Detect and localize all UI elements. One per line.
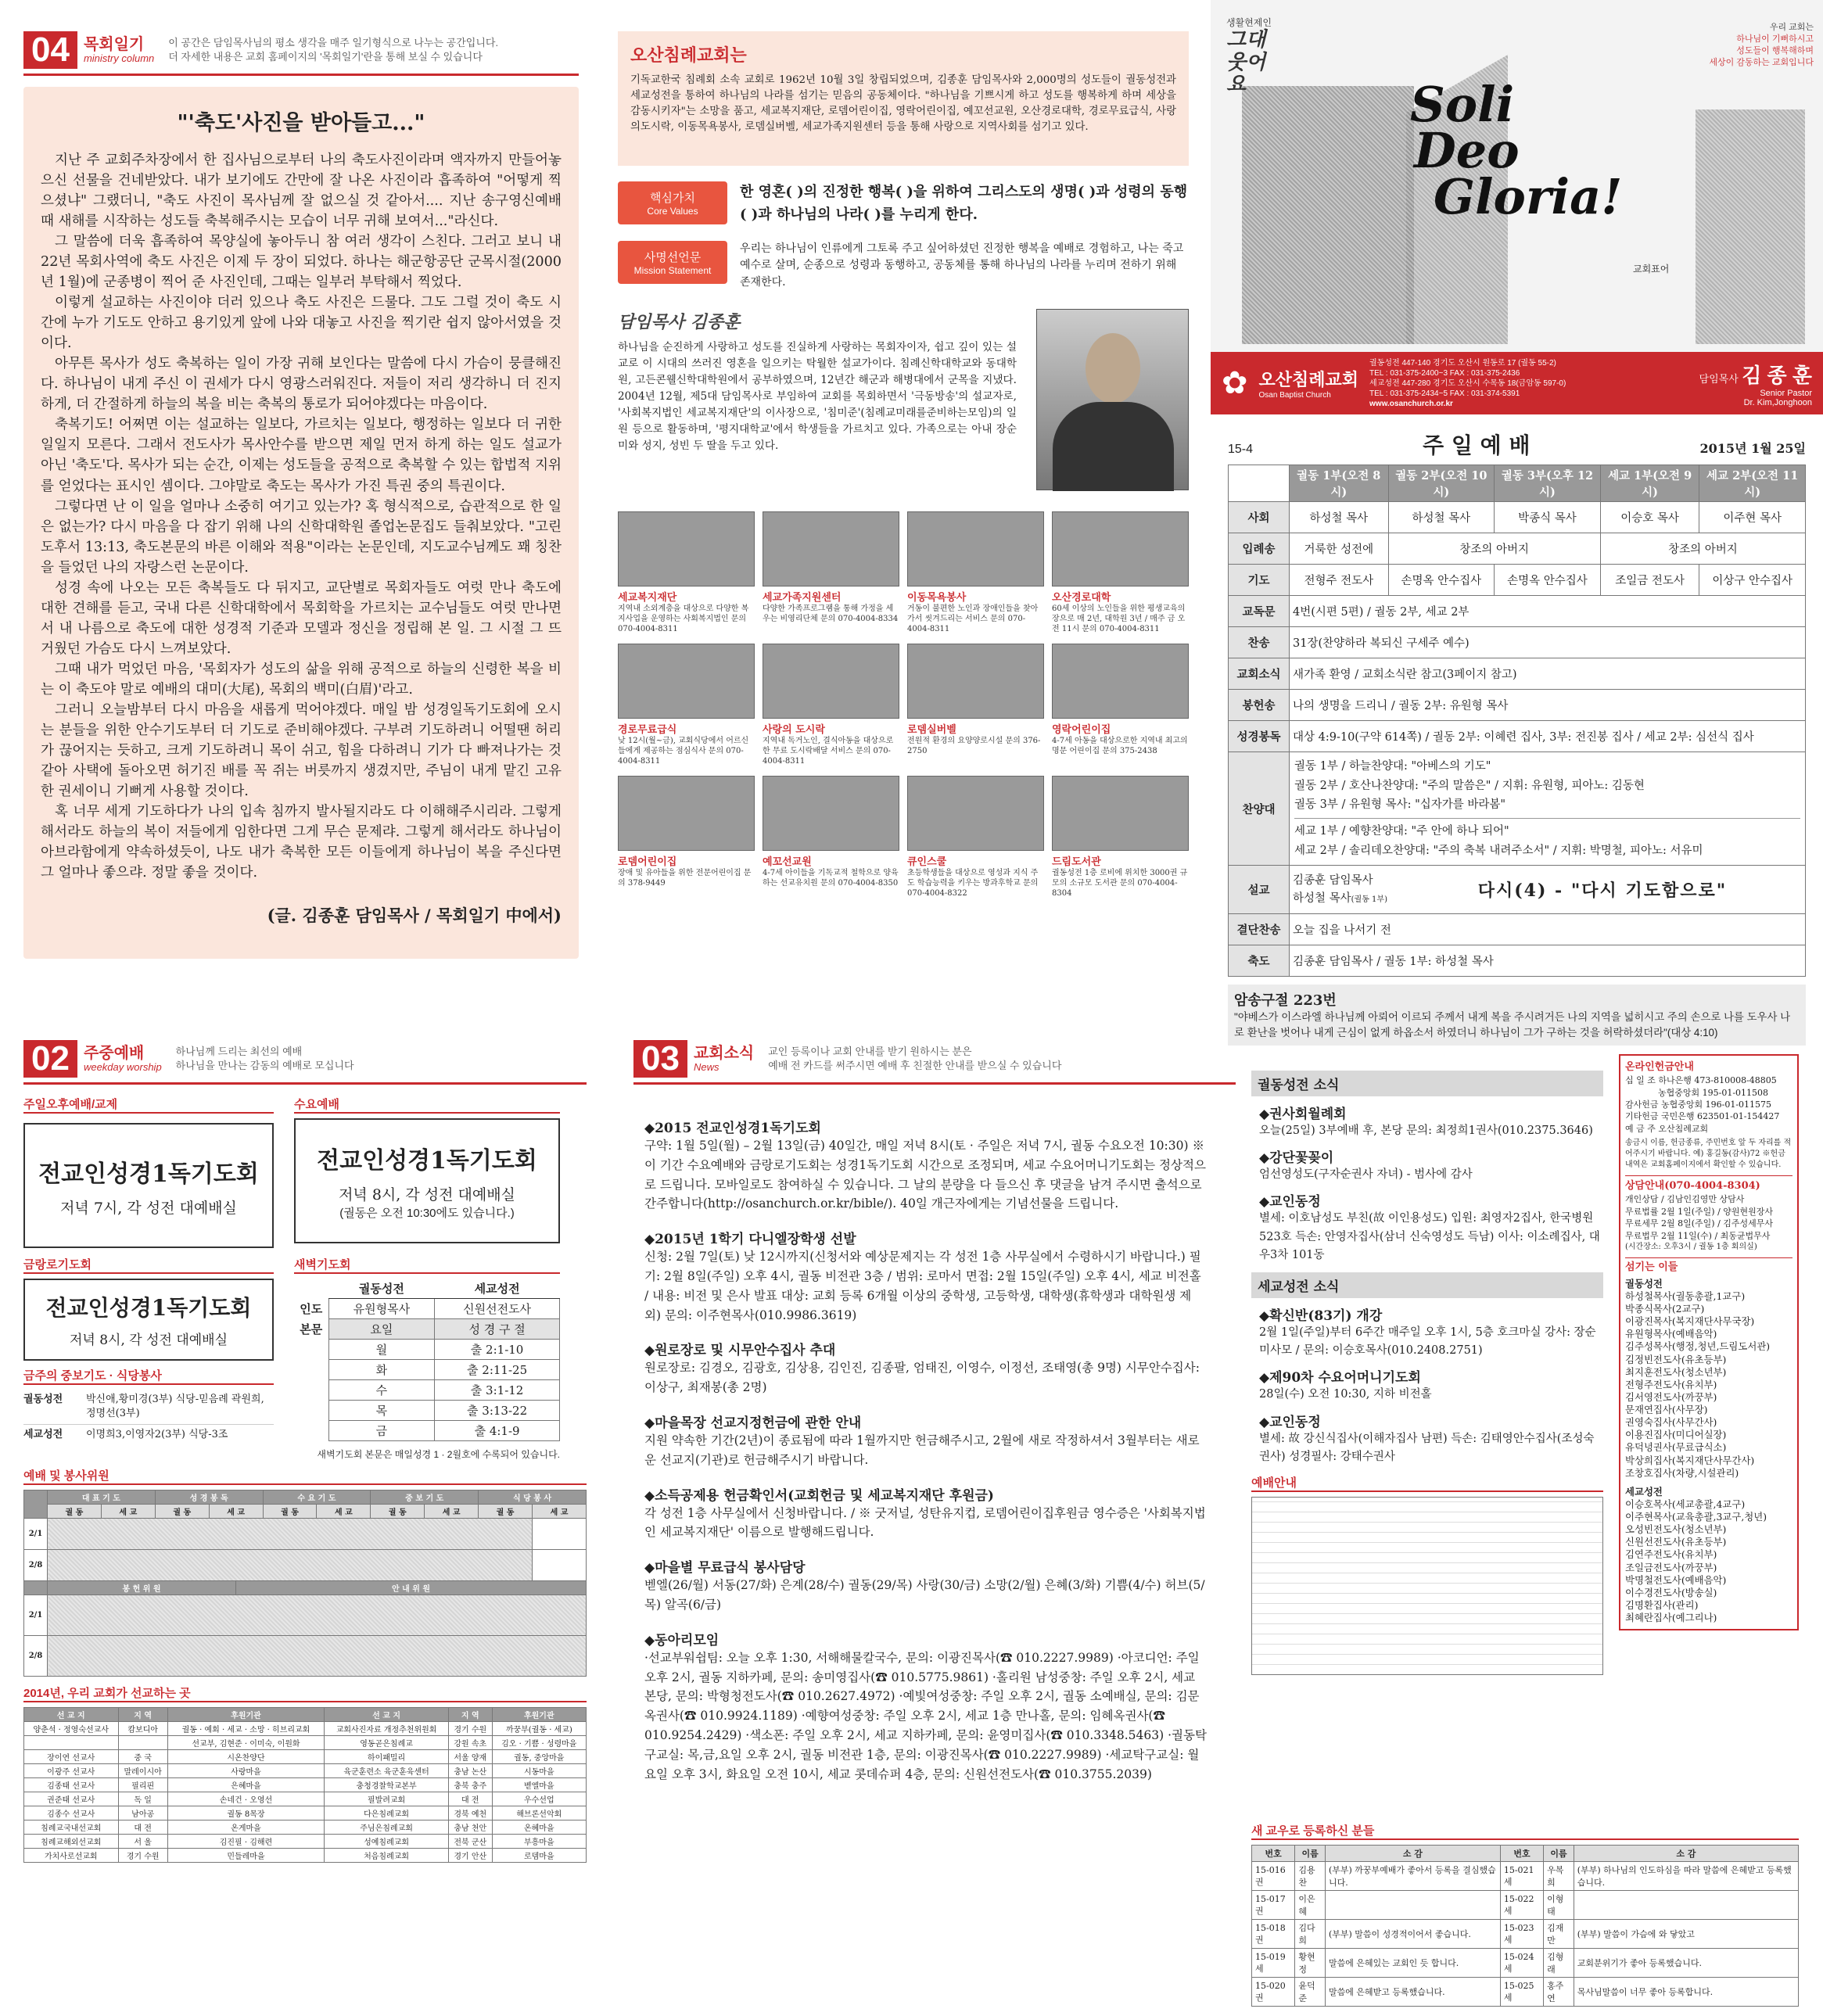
gwoldong-news-title: 궐동성전 소식 <box>1251 1071 1603 1096</box>
pastor-title: 담임목사 김종훈 <box>618 311 741 332</box>
mission-table: 선 교 지 지 역 후원기관 선 교 지 지 역 후원기관 양춘석 · 정영숙선교사 캄보디아 궐동 · 예회 · 세교 · 소망 · 히브리교회 교회사진자료 개정추천위원회 경기 수원 까꿍부(궐동 · 세교) 선교부, 김현준 · 이미숙, 이원화 영동곧은침례교 강원 속초 김오 · 기쁨 · 성령마을 장이연 선교사 중 국 시온찬양단 하이패밀리 서울 양재 궐동, 중앙마을 이광주 선교사 말레이시아 사랑마을 육군훈련소 육군훈육센터 충남 논산 시동마을 김종태 선교사 필리핀 은혜마을 충청경찰학교본부 충북 충주 벧엘마을 권준태 선교사 독 일 손네건 · 오영선 필발려교회 대 전 우수선업 김종수 선교사 남아공 궐동 8목장 다은침례교회 경북 예천 해브론선악회 침례교국내선교회 대 전 온게마을 주님은침례교회 충남 천안 온혜마을 침례교해외선교회 서 울 김진필 · 김해련 성예침례교회 전북 군산 부흥마을 가치사로선교회 경기 수원 민들레마을 처음침례교회 경기 안산 로뎀마을 <box>23 1707 587 1863</box>
side-info <box>1619 1054 1799 1630</box>
mission-text: 우리는 하나님이 인류에게 그토록 주고 싶어하셨던 진정한 행복을 예배로 경험하고, 나는 죽고 예수로 살며, 순종으로 성령과 동행하고, 공동체를 통해 하나님의 나라를 누리며 전하기 위해 존재한다. <box>740 242 1184 289</box>
church-intro-page <box>618 31 1189 978</box>
weekday-worship-page <box>23 1040 587 2010</box>
column-box <box>23 87 579 959</box>
ministry-photo <box>763 644 899 719</box>
intro-box <box>618 31 1189 166</box>
news-item: ◆권사회월례회 오늘(25일) 3부예배 후, 본당 문의: 최정희1권사(010.2375.3646) <box>1259 1107 1593 1137</box>
ministry-photo <box>1052 776 1189 851</box>
friday-dawn-row <box>23 1256 587 1461</box>
ministries-grid <box>618 511 1189 899</box>
mission-row <box>618 241 1189 292</box>
section-number: 04 <box>23 31 77 69</box>
ministry-item: 영락어린이집 4-7세 아동을 대상으로한 지역내 최고의 명문 어린이집 문의 375-2438 <box>1052 644 1189 766</box>
news-item: ◆마을목장 선교지정헌금에 관한 안내 지원 약속한 기간(2년)이 종료됨에 따라 1월까지만 헌금해주시고, 2월에 새로 작정하셔서 3월부터는 새로운 선교지(기관)로 헌금해주시기 바랍니다. <box>644 1415 1200 1467</box>
ministry-photo <box>618 776 755 851</box>
news-item: ◆교인동정 별세: 故 강신식집사(이해자집사 남편) 득손: 김태영안수집사(조성숙권사) 성경필사: 강태수권사 <box>1259 1414 1595 1463</box>
senior-pastor: 담임목사 김 종 훈 Senior Pastor Dr. Kim,Jonghoon <box>1699 363 1812 407</box>
church-name-block: 오산침례교회 Osan Baptist Church <box>1258 370 1359 400</box>
ministry-photo <box>907 776 1044 851</box>
dawn-note: 새벽기도회 본문은 매일성경 1 · 2월호에 수록되어 있습니다. <box>317 1449 560 1460</box>
dawn-label: 새벽기도회 <box>294 1256 560 1274</box>
church-logo-icon: ✿ <box>1222 365 1248 401</box>
news-item: ◆확신반(83기) 개강 2월 1일(주일)부터 6주간 매주일 오후 1시, 5층 호크마실 강사: 장순미사모 / 문의: 이승호목사(010.2408.2751) <box>1259 1308 1596 1358</box>
offering-info: 온라인헌금안내 십 일 조 하나은행 473-810008-48805 농협중앙회 195-01-011508 감사헌금 농협중앙회 196-01-011575 기타헌금 국민은행 623501-01-154427 예 금 주 오산침례교회 송금시 이름, 헌금종류, 주민번호 앞 두 자리를 적어주시기 바랍니다. 예) 홍길동(감사)72 ※헌금내역은 교회홈페이지에서 확인할 수 있습니다. <box>1625 1061 1792 1170</box>
ministry-photo <box>907 644 1044 719</box>
news-item: ◆동아리모임 ·선교부워쉽팀: 오늘 오후 1:30, 서해해물칼국수, 문의: 이광진목사(☎ 010.2227.9989) ·아코디언: 주일 오후 2시, 궐동 지하카페, 문의: 송미영집사(☎ 010.5775.9861) ·홀리원 남성중창: 주일 오후 2시, 세교 본당, 문의: 박형청전도사(☎ 010.2627.4972) ·예빛여성중창: 주일 오후 2시, 궐동 소예배실, 문의: 김문옥권사(☎ 010.9924.1189) ·예향여성중창: 주일 오후 2시, 세교 1층 만나홀, 문의: 임혜옥권사(☎ 010.9254.2429) ·색소폰: 주일 오후 2시, 세교 지하카페, 문의: 윤영미집사(☎ 010.3348.5463) ·궐동탁구교실: 목,금,요일 오후 2시, 궐동 비전관 1층, 문의: 이광진목사(☎ 010.2227.9989) ·세교탁구교실: 월요일 오후 3시, 화요일 오전 10시, 세교 콧데슈퍼 4층, 문의: 신원선전도사(☎ 010.3755.2039) <box>644 1632 1207 1781</box>
wednesday-label: 수요예배 <box>294 1096 560 1114</box>
worship-guide-table <box>1251 1497 1603 1675</box>
news-item: ◆원로장로 및 시무안수집사 추대 원로장로: 김경오, 김광호, 김상용, 김인진, 김종팔, 엄태진, 이영수, 이정선, 조태영(총 9명) 시무안수집사: 이상구, 최재봉(총 2명) <box>644 1343 1200 1395</box>
ministry-item: 드림도서관 궐동성전 1층 로비에 위치한 3000권 규모의 소규모 도서관 문의 070-4004-8304 <box>1052 776 1189 899</box>
core-values-text: 한 영혼( )의 진정한 행복( )을 위하여 그리스도의 생명( )과 성령의 동행( )과 하나님의 나라( )를 누리게 한다. <box>740 184 1188 223</box>
ministry-photo <box>763 511 899 587</box>
pastor-photo <box>1036 309 1189 490</box>
church-address: 궐동성전 447-140 경기도 오산시 원동로 17 (궐동 55-2) TEL : 031-375-2400~3 FAX : 031-375-2436 세교성전 447-280 경기도 오산시 수목동 18(금암동 597-0) TEL : 031-375-2434~5 FAX : 031-374-5391 www.osanchurch.or.kr <box>1369 358 1566 408</box>
cover-building <box>1242 86 1414 344</box>
serve-label: 예배 및 봉사위원 <box>23 1467 587 1485</box>
intro-text: 기독교한국 침례회 소속 교회로 1962년 10월 3일 창립되었으며, 김종훈 담임목사와 2,000명의 성도들이 궐동성전과 세교성전을 통하여 하나님의 나라를 섬기는 믿음의 공동체이다. "하나님을 기쁘시게 하고 성도를 행복하게 하며 세상을 감동시키자"는 소망을 품고, 세교복지재단, 로뎀어린이집, 영락어린이집, 예꼬선교원, 오산경로대학, 경로무료급식, 사랑의도시락, 이동목욕봉사, 로뎀실버벨, 세교가족지원센터 등을 통해 사랑으로 지역사회를 섬기고 있다. <box>630 74 1176 134</box>
worship-guide-title: 예배안내 <box>1251 1474 1603 1492</box>
news-item: ◆2015년 1학기 다니엘장학생 선발 신청: 2월 7일(토) 낮 12시까지(신청서와 예상문제지는 각 성전 1층 사무실에서 수령하시기 바랍니다.) 필기: 2월 8일(주일) 오후 4시, 궐동 비전관 3층 / 범위: 로마서 면접: 2월 15일(주일) 오후 4시, 세교 비전홀 / 내용: 비전 및 은사 발표 대상: 교회 등록 6개월 이상의 중학생, 고등학생, 대학생(휴학생과 대학원생 제외) 문의: 이주현목사(010.9986.3619) <box>644 1232 1201 1322</box>
servants-info: 섬기는 이들 궐동성전 하성철목사(궐동총괄,1교구) 박종식목사(2교구) 이광진목사(복지재단사무국장) 유원형목사(예배음악) 김주성목사(행정,청년,드림도서관) 김정빈전도사(유초등부) 최지훈전도사(청소년부) 전형주전도사(유치부) 김서영전도사(까꿍부) 문재연집사(사무장) 권영숙집사(사무간사) 이용진집사(미디어실장) 유덕녕권사(무료급식소) 박상희집사(복지재단사무간사) 조창호집사(차량,시설관리) 세교성전 이승호목사(세교총괄,4교구) 이주현목사(교육총괄,3교구,청년) 오성빈전도사(청소년부) 신원선전도사(유초등부) 김연주전도사(유치부) 조일금전도사(까꿍부) 박명철전도사(예배음악) 이수경전도사(방송실) 김명환집사(관리) 최혜란집사(예그리나) <box>1625 1257 1792 1624</box>
news-item: ◆마을별 무료급식 봉사담당 벧엘(26/월) 서동(27/화) 은계(28/수) 궐동(29/목) 사랑(30/금) 소망(2/월) 은혜(3/화) 기쁨(4/수) 허브(5/목) 알곡(6/금) <box>644 1560 1205 1612</box>
news-page <box>633 1040 1807 2010</box>
new-members-title: 새 교우로 등록하신 분들 <box>1251 1822 1799 1840</box>
section-header <box>23 31 579 76</box>
pastor-text: 하나님을 순진하게 사랑하고 성도를 진실하게 사랑하는 목회자이자, 쉽고 깊이 있는 설교로 이 시대의 쓰러진 영혼을 일으키는 탁월한 설교가이다. 침례신학대학교와 동대학원, 고든콘웰신학대학원에서 공부하였으며, 12년간 해군과 해병대에서 군목을 지냈다. 2004년 12월, 제5대 담임목사로 부임하여 교회를 목회하면서 '극동방송'의 설교자로, '사회복지법인 세교복지재단'의 이사장으로, '침미준'(침례교미래를준비하는모임)의 일원 등으로 활동하며, '평지대학교'에서 학생들을 가르치고 있다. 가족으로는 아내 장순미와 성지, 성빈 두 딸을 두고 있다. <box>618 340 1017 453</box>
sunday-label: 주일오후예배/교제 <box>23 1096 274 1114</box>
section-number: 03 <box>633 1040 687 1078</box>
meal-label: 금주의 중보기도 · 식당봉사 <box>23 1367 274 1385</box>
ministry-item: 큐인스쿨 초등학생들을 대상으로 영성과 지식 주도 학습능력을 키우는 방과후학교 문의 070-4004-8322 <box>907 776 1044 899</box>
worship-header: 15-4 주 일 예 배 2015년 1월 25일 <box>1228 432 1806 458</box>
pastor-head <box>1086 333 1140 404</box>
ministry-item: 로뎀어린이집 장애 및 유아들을 위한 전문어린이집 문의 378-9449 <box>618 776 755 899</box>
pastor-suit <box>1053 402 1174 491</box>
ministry-item: 세교가족지원센터 다양한 가족프로그램을 통해 가정을 세우는 비영리단체 문의 070-4004-8334 <box>763 511 899 634</box>
ministry-photo <box>1052 511 1189 587</box>
news-item: ◆교인동정 별세: 이호남성도 부친(故 이인용성도) 입원: 최영자2집사, 한국병원 523호 득손: 안영자집사(삼너 신숙영성도 득남) 이사: 이소례집사, 대우3차 101동 <box>1259 1194 1600 1261</box>
mission-label: 2014년, 우리 교회가 선교하는 곳 <box>23 1684 587 1702</box>
core-values-row <box>618 181 1189 227</box>
main-news <box>644 1103 1208 1784</box>
ministry-column-page <box>23 31 579 978</box>
ministry-item: 세교복지재단 지역내 소외계층을 대상으로 다양한 복지사업을 운영하는 사회복지법인 문의 070-4004-8311 <box>618 511 755 634</box>
column-body: 지난 주 교회주차장에서 한 집사님으로부터 나의 축도사진이라며 액자까지 만들어놓으신 선물을 건네받았다. 내가 보기에도 간만에 잘 나온 사진이라 흡족하여 "어떻게 찍으셨냐" 그랬더니, "축도 사진이 목사님께 잘 없으실 것 같아서.... 지난 송구영신예배 때 새해를 시작하는 성도들 축복해주시는 모습이 너무 귀해 보여서..."라신다. 그 말씀에 더욱 흡족하여 목양실에 놓아두니 참 여러 생각이 스친다. 그러고 보니 내 22년 목회사역에 축도 사진은 이제 두 장이 되었다. 하나는 해군항공단 군목시절(2000년 1월)에 군종병이 찍어 준 사진인데, 그때는 일부러 부탁해서 찍었다. 이렇게 설교하는 사진이야 더러 있으나 축도 사진은 드물다. 그도 그럴 것이 축도 시간에 누가 기도도 안하고 용기있게 앞에 나와 대놓고 사진을 찍기란 쉽지 않아서였을 것이다. 아무튼 목사가 성도 축복하는 일이 가장 귀해 보인다는 말씀에 다시 가슴이 뭉클해진다. 하나님이 내게 주신 이 권세가 다시 영광스러워진다. 저들이 저리 생각하니 더 진지하게, 더 간절하게 하늘의 복을 비는 축복의 통로가 되어야겠다는 마음이다. 축복기도! 어쩌면 이는 설교하는 일보다, 가르치는 일보다, 행정하는 일보다 더 귀한 일일지 모른다. 그래서 전도사가 목사안수를 받으면 제일 먼저 하게 하는 일도 설교가 아닌 '축도'다. 목사가 되는 순간, 이제는 성도들을 공적으로 축복할 수 있는 합법적 지위를 얻었다는 표시인 셈이다. 그야말로 축도는 목사가 가진 특권 중의 특권이다. 그렇다면 난 이 일을 얼마나 소중히 여기고 있는가? 혹 형식적으로, 습관적으로 한 일은 없는가? 다시 마음을 다 잡기 위해 나의 신학대학원 졸업논문집도 들춰보았다. "고린도후서 13:13, 축도본문의 바른 이해와 적용"이라는 논문인데, 지도교수님께도 꽤 칭찬을 들었던 나의 자랑스런 논문이다. 성경 속에 나오는 모든 축복들도 다 뒤지고, 교단별로 목회자들도 여럿 만나 축도에 대한 견해를 듣고, 국내 다른 신학대학에서 목회학을 가르치는 교수님들도 여럿 만나면서 내 나름으로 축도에 대한 성경적 기준과 모델과 정신을 정립해 본 일. 그 시절 그 뜨거웠던 가슴도 다시 느껴보았다. 그때 내가 먹었던 마음, '목회자가 성도의 삶을 위해 공적으로 하늘의 신령한 복을 비는 이 축도야 말로 예배의 대미(大尾), 목회의 백미(白眉)'라고. 그러니 오늘밤부터 다시 마음을 새롭게 먹어야겠다. 매일 밤 성경일독기도회에 오시는 분들을 위한 안수기도부터 더 기도로 준비해야겠다. 구부려 기도하려니 어떨땐 허리가 끊어지는 듯하고, 크게 기도하려니 목이 쉬고, 힘을 다하려니 기가 다 빠져나가는 것 같아 사택에 돌아오면 허기진 배를 꼭 쥐는 버릇까지 생겼지만, 주님이 내게 맡긴 고유한 권세이니 기뻐게 사용할 것이다. 혹 너무 세게 기도하다가 나의 입속 침까지 발사될지라도 다 이해해주시리라. 그렇게 해서라도 하늘의 복이 저들에게 임한다면 그게 무슨 문제랴. 그렇게 해서라도 하나님이 아브라함에게 약속하셨듯이, 나도 내가 축복한 모든 이들에게 하나님이 복을 주신다면 그 얼마나 좋으랴. 정말 좋을 것이다. <box>41 152 562 881</box>
news-item: ◆강단꽃꽂이 엄선영성도(구자순권사 자녀) - 범사에 감사 <box>1259 1150 1473 1182</box>
ministry-item: 로뎀실버벨 전원적 환경의 요양양로시설 문의 376-2750 <box>907 644 1044 766</box>
meal-service: 궐동성전 박신애,황미경(3부) 식당-믿음례 곽원희,정명선(3부) 세교성전 이명희3,이영자2(3부) 식당-3조 <box>23 1390 274 1446</box>
section-header <box>633 1040 1236 1085</box>
section-header <box>23 1040 587 1085</box>
sunday-box: 전교인성경1독기도회 저녁 7시, 각 성전 대예배실 <box>23 1123 274 1248</box>
core-values-label: 핵심가치 Core Values <box>618 181 727 224</box>
ministry-photo <box>907 511 1044 587</box>
ministry-item: 사랑의 도시락 지역내 독거노인, 결식아동을 대상으로 한 무료 도시락배달 서비스 문의 070-4004-8311 <box>763 644 899 766</box>
friday-label: 금랑로기도회 <box>23 1256 274 1274</box>
section-title: 교회소식 News <box>693 1044 755 1073</box>
worship-table: 궐동 1부(오전 8시) 궐동 2부(오전 10시) 궐동 3부(오후 12시) 세교 1부(오전 9시) 세교 2부(오전 11시) 사회 하성철 목사 하성철 목사 박종식 목사 이승호 목사 이주현 목사 입례송 거룩한 성전에 창조의 아버지 창조의 아버지 기도 전형주 전도사 손명옥 안수집사 손명옥 안수집사 조일금 전도사 이상구 안수집사 교독문 4번(시편 5편) / 궐동 2부, 세교 2부 찬송 31장(찬양하라 복되신 구세주 예수) 교회소식 새가족 환영 / 교회소식란 참고(3페이지 참고) 봉헌송 나의 생명을 드리니 / 궐동 2부: 유원형 목사 성경봉독 대상 4:9-10(구약 614쪽) / 궐동 2부: 이혜련 집사, 3부: 전진봉 집사 / 세교 2부: 심선식 집사 찬양대 궐동 1부 / 하늘찬양대: "아베스의 기도" 궐동 2부 / 호산나찬양대: "주의 말씀은" / 지휘: 유원형, 피아노: 김동현 궐동 3부 / 유원형 목사: "십자가를 바라봄" 세교 1부 / 예향찬양대: "주 안에 하나 되어" 세교 2부 / 솔리데오찬양대: "주의 축복 내려주소서" / 지휘: 박명철, 피아노: 서유미 설교 김종훈 담임목사 하성철 목사(궐동 1부) 다시(4) - "다시 기도함으로" 결단찬송 오늘 집을 나서기 전 축도 김종훈 담임목사 / 궐동 1부: 하성철 목사 <box>1228 465 1806 977</box>
cover-building <box>1696 109 1805 344</box>
ministry-photo <box>1052 644 1189 719</box>
ministry-photo <box>618 511 755 587</box>
wednesday-box: 전교인성경1독기도회 저녁 8시, 각 성전 대예배실 (궐동은 오전 10:30에도 있습니다.) <box>294 1118 560 1243</box>
motto-caption: 교회표어 <box>1633 264 1670 274</box>
service-boxes <box>23 1096 587 1248</box>
mission-label: 사명선언문 Mission Statement <box>618 241 727 284</box>
cover-brand: 생활현제인 그대 웃어요 <box>1226 17 1272 97</box>
cover-footer <box>1211 352 1823 414</box>
ministry-photo <box>618 644 755 719</box>
campus-news <box>1251 1067 1603 1675</box>
ministry-photo <box>763 776 899 851</box>
news-item: ◆소득공제용 헌금확인서(교회헌금 및 세교복지재단 후원금) 각 성전 1층 사무실에서 신청바랍니다. / ※ 굿저널, 성탄유지컵, 로뎀어린이집후원금 영수증은 '사회복지법인 세교복지재단' 이름으로 발행해드립니다. <box>644 1487 1206 1540</box>
column-signature: (글. 김종훈 담임목사 / 목회일기 中에서) <box>267 906 562 926</box>
worship-order <box>1211 414 1823 1046</box>
counsel-info: 상담안내(070-4004-8304) 개인상담 / 김남인김영만 상담사 무료법률 2월 1일(주일) / 양원현원장사 무료세무 2월 8일(주일) / 김주성세무사 무료법무 2월 11일(수) / 최동균법무사 (시간장소: 오후3시 / 궐동 1층 회의실) <box>1625 1175 1792 1253</box>
memory-verse: 암송구절 223번 "야베스가 이스라엘 하나님께 아뢰어 이르되 주께서 내게 복을 주시려거든 나의 지역을 넓히시고 주의 손으로 나를 도우사 나로 환난을 벗어나 내게 근심이 없게 하옵소서 하였더니 하나님이 그가 구하는 것을 허락하셨더라"(대상 4:10) <box>1228 985 1806 1046</box>
section-title: 목회일기 ministry column <box>83 35 155 64</box>
ministry-item: 이동목욕봉사 거동이 불편한 노인과 장애인들을 찾아가서 씻겨드리는 서비스 문의 070-4004-8311 <box>907 511 1044 634</box>
new-members <box>1251 1822 1799 2007</box>
news-item: ◆2015 전교인성경1독기도회 구약: 1월 5일(월) – 2월 13일(금) 40일간, 매일 저녁 8시(토 · 주일은 저녁 7시, 궐동 수요오전 10:30) ※ 이 기간 수요예배와 금랑로기도회는 성경1독기도회 시간으로 조정되며, 세교 수요어머니기도회는 정상적으로 드립니다. 모바일로도 참여하실 수 있습니다. 그 날의 분량을 다 들으신 후 댓글을 남겨 주시면 출석으로 간주합니다(http://osanchurch.or.kr/bible/). 40일 개근자에게는 기념선물을 드립니다. <box>644 1121 1206 1211</box>
intro-title: 오산침례교회는 <box>630 45 747 66</box>
ministry-item: 경로무료급식 낮 12시(월~금), 교회식당에서 어르신들에게 제공하는 점심식사 문의 070-4004-8311 <box>618 644 755 766</box>
cover-art <box>1211 0 1823 352</box>
column-headline: "'축도'사진을 받아들고..." <box>177 111 425 135</box>
cover-tagline: 우리 교회는 하나님이 기뻐하시고 성도들이 행복해하며 세상이 감동하는 교회입니다 <box>1709 23 1814 67</box>
section-description: 교인 등록이나 교회 안내를 받기 원하시는 분은 예배 전 카드를 써주시면 예배 후 친절한 안내를 받으실 수 있습니다 <box>768 1046 1062 1071</box>
section-description: 하나님께 드리는 최선의 예배 하나님을 만나는 감동의 예배로 모십니다 <box>175 1046 354 1071</box>
dawn-table: 궐동성전 세교성전 인도 유원형목사 신원선전도사 본문 요일 성 경 구 절 월 출 2:1-10 화 출 2:11-25 수 출 3:1-12 목 출 3:13-22 금 출 4:1-9 <box>294 1279 560 1441</box>
ministry-item: 오산경로대학 60세 이상의 노인들을 위한 평생교육의 장으로 매 2년, 대학원 3년 / 매주 금 오전 11시 문의 070-4004-8311 <box>1052 511 1189 634</box>
pastor-section <box>618 309 1189 500</box>
segyo-news-title: 세교성전 소식 <box>1251 1272 1603 1298</box>
ministry-item: 예꼬선교원 4-7세 아이들을 기독교적 철학으로 양육하는 선교유치원 문의 070-4004-8350 <box>763 776 899 899</box>
new-members-table: 번호 이름 소 감 번호 이름 소 감 15-016권 김용찬 (부부) 까꿍부예배가 좋아서 등록을 결심했습니다. 15-021세 우복희 (부부) 하나님의 인도하심을 따라 말씀에 은혜받고 등록했습니다. 15-017권 이은혜 15-022세 이형태 15-018권 김다희 (부부) 말씀이 성경적이어서 좋습니다. 15-023세 김재만 (부부) 말씀이 가슴에 와 닿았고 15-019세 황현정 말씀에 은혜있는 교회인 듯 합니다. 15-024세 김형래 교회분위기가 좋아 등록했습니다. 15-020권 윤덕준 말씀에 은혜받고 등록했습니다. 15-025세 홍주연 목사님말씀이 너무 좋아 등록합니다. <box>1251 1845 1799 2007</box>
friday-box: 전교인성경1독기도회 저녁 8시, 각 성전 대예배실 <box>23 1279 274 1361</box>
section-title: 주중예배 weekday worship <box>83 1044 162 1073</box>
news-item: ◆제90차 수요어머니기도회 28일(수) 오전 10:30, 지하 비전홀 <box>1259 1370 1432 1401</box>
cover-motto: Soli Deo Gloria! <box>1410 76 1623 225</box>
section-number: 02 <box>23 1040 77 1078</box>
serve-table: 대 표 기 도 성 경 봉 독 수 요 기 도 중 보 기 도 식 당 봉 사 궐 동 세 교 궐 동 세 교 궐 동 세 교 궐 동 세 교 궐 동 세 교 2/1 2/8 봉 헌 위 원 안 내 위 원 2/1 2/8 <box>23 1490 587 1677</box>
cover-page <box>1211 0 1823 1039</box>
section-description: 이 공간은 담임목사님의 평소 생각을 매주 일기형식으로 나누는 공간입니다. 더 자세한 내용은 교회 홈페이지의 '목회일기'란을 통해 보실 수 있습니다 <box>168 37 499 63</box>
